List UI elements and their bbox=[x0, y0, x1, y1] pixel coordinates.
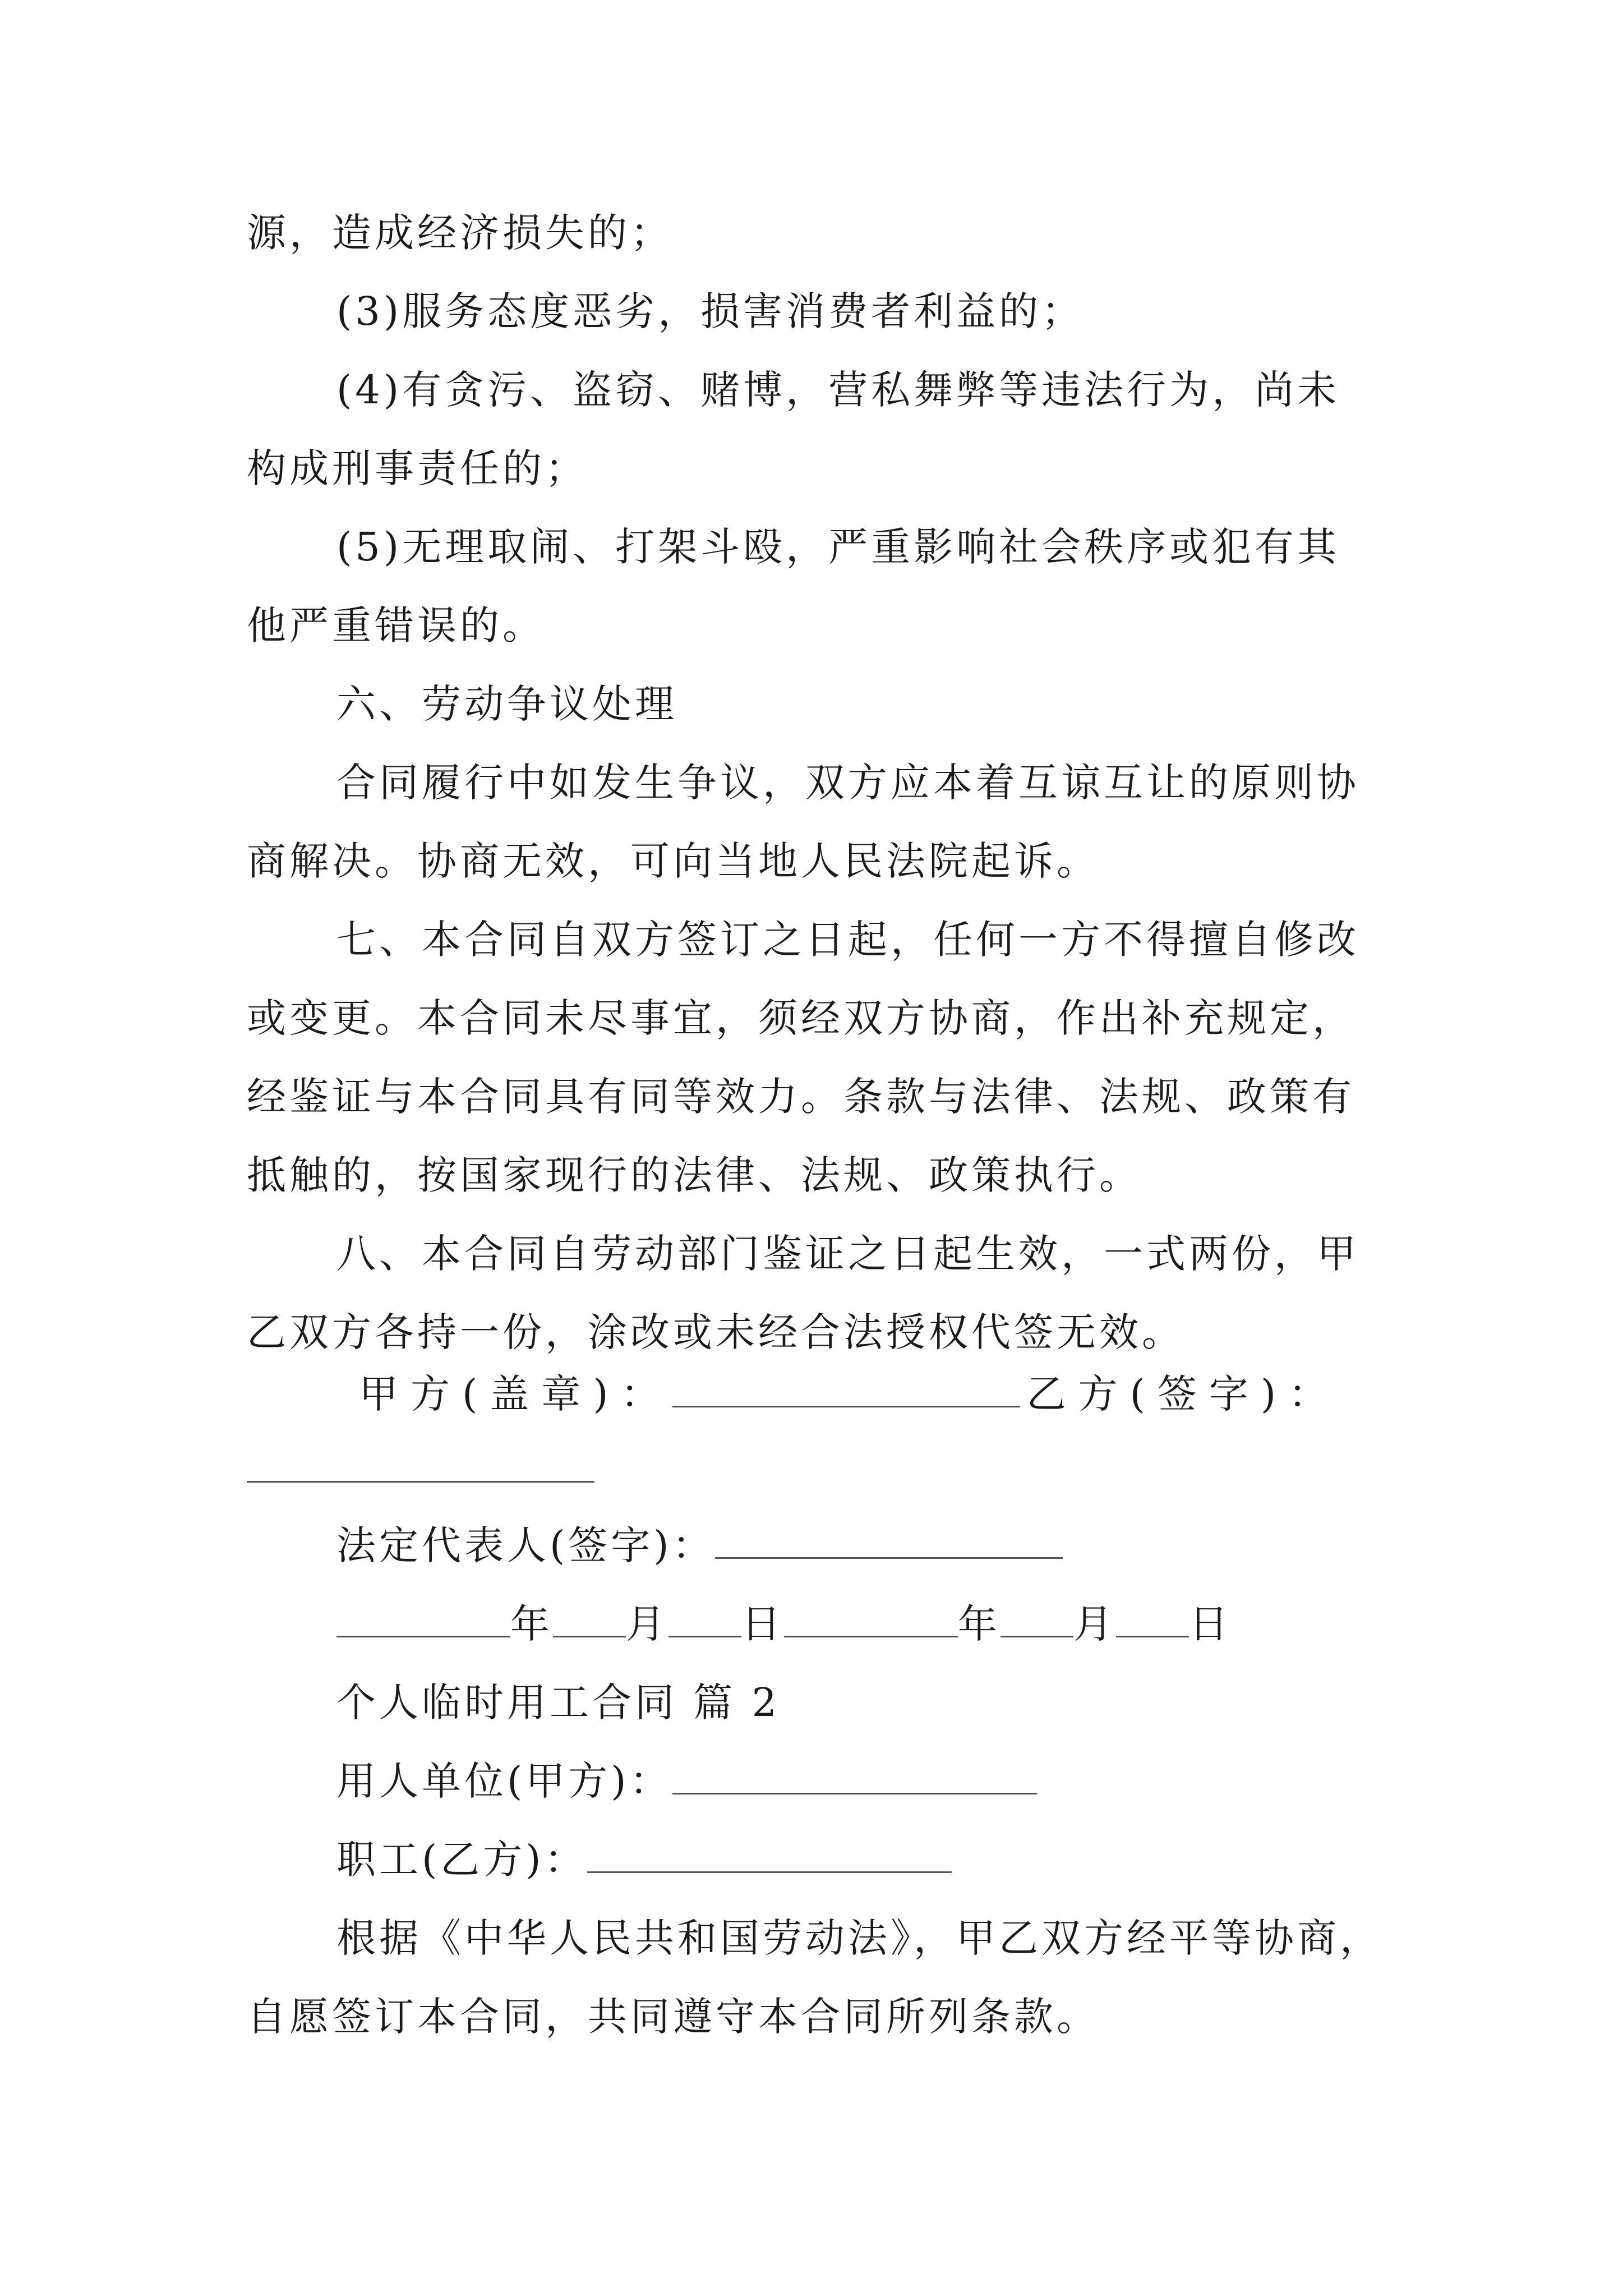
party-a-month-blank[interactable] bbox=[553, 1602, 626, 1637]
party-a-signature-blank[interactable] bbox=[672, 1372, 1020, 1407]
section-7-line-3: 经鉴证与本合同具有同等效力。条款与法律、法规、政策有 bbox=[247, 1074, 1355, 1120]
item-4-line-2: 构成刑事责任的； bbox=[247, 445, 588, 491]
employee-blank[interactable] bbox=[587, 1838, 952, 1873]
section-8-line-1: 八、本合同自劳动部门鉴证之日起生效，一式两份，甲 bbox=[336, 1231, 1359, 1277]
legal-rep-signature-blank[interactable] bbox=[715, 1524, 1063, 1559]
party-b-year-label: 年 bbox=[958, 1601, 1000, 1647]
section-7-line-1: 七、本合同自双方签订之日起，任何一方不得擅自修改 bbox=[336, 917, 1359, 963]
party-b-month-label: 月 bbox=[1073, 1601, 1116, 1647]
legal-rep-label: 法定代表人(签字)： bbox=[336, 1522, 715, 1568]
date-row bbox=[336, 1596, 1232, 1652]
document-2-title: 个人临时用工合同 篇 2 bbox=[336, 1680, 781, 1726]
section-6-title: 六、劳动争议处理 bbox=[336, 681, 677, 727]
party-b-signature-blank[interactable] bbox=[247, 1481, 594, 1483]
party-b-year-blank[interactable] bbox=[784, 1602, 958, 1637]
party-b-day-label: 日 bbox=[1189, 1601, 1232, 1647]
section-6-line-2: 商解决。协商无效，可向当地人民法院起诉。 bbox=[247, 838, 1099, 884]
item-5-line-2: 他严重错误的。 bbox=[247, 602, 545, 648]
section-7-line-4: 抵触的，按国家现行的法律、法规、政策执行。 bbox=[247, 1152, 1142, 1198]
party-a-day-blank[interactable] bbox=[668, 1602, 741, 1637]
signature-row bbox=[359, 1366, 1340, 1422]
party-a-year-label: 年 bbox=[510, 1601, 553, 1647]
intro-line-1: 根据《中华人民共和国劳动法》，甲乙双方经平等协商， bbox=[336, 1915, 1382, 1961]
employer-blank[interactable] bbox=[672, 1759, 1037, 1795]
party-b-month-blank[interactable] bbox=[1000, 1602, 1073, 1637]
section-7-line-2: 或变更。本合同未尽事宜，须经双方协商，作出补充规定， bbox=[247, 995, 1355, 1041]
section-6-line-1: 合同履行中如发生争议，双方应本着互谅互让的原则协 bbox=[336, 760, 1359, 806]
intro-line-2: 自愿签订本合同，共同遵守本合同所列条款。 bbox=[247, 1994, 1099, 2040]
party-a-label: 甲方(盖章)： bbox=[359, 1371, 672, 1417]
employer-label: 用人单位(甲方)： bbox=[336, 1758, 672, 1804]
paragraph-continuation: 源，造成经济损失的； bbox=[247, 210, 673, 256]
item-4-line-1: (4)有贪污、盗窃、赌博，营私舞弊等违法行为，尚未 bbox=[336, 367, 1340, 413]
item-5-line-1: (5)无理取闹、打架斗殴，严重影响社会秩序或犯有其 bbox=[336, 524, 1340, 570]
legal-rep-row bbox=[336, 1517, 1063, 1573]
employee-row bbox=[336, 1832, 952, 1888]
party-b-label: 乙方(签字)： bbox=[1026, 1371, 1340, 1417]
party-a-day-label: 日 bbox=[741, 1601, 784, 1647]
party-a-month-label: 月 bbox=[626, 1601, 668, 1647]
party-b-day-blank[interactable] bbox=[1116, 1602, 1189, 1637]
item-3: (3)服务态度恶劣，损害消费者利益的； bbox=[336, 288, 1085, 334]
employee-label: 职工(乙方)： bbox=[336, 1837, 587, 1883]
party-a-year-blank[interactable] bbox=[336, 1602, 510, 1637]
section-8-line-2: 乙双方各持一份，涂改或未经合法授权代签无效。 bbox=[247, 1309, 1184, 1355]
employer-row bbox=[336, 1753, 1037, 1809]
